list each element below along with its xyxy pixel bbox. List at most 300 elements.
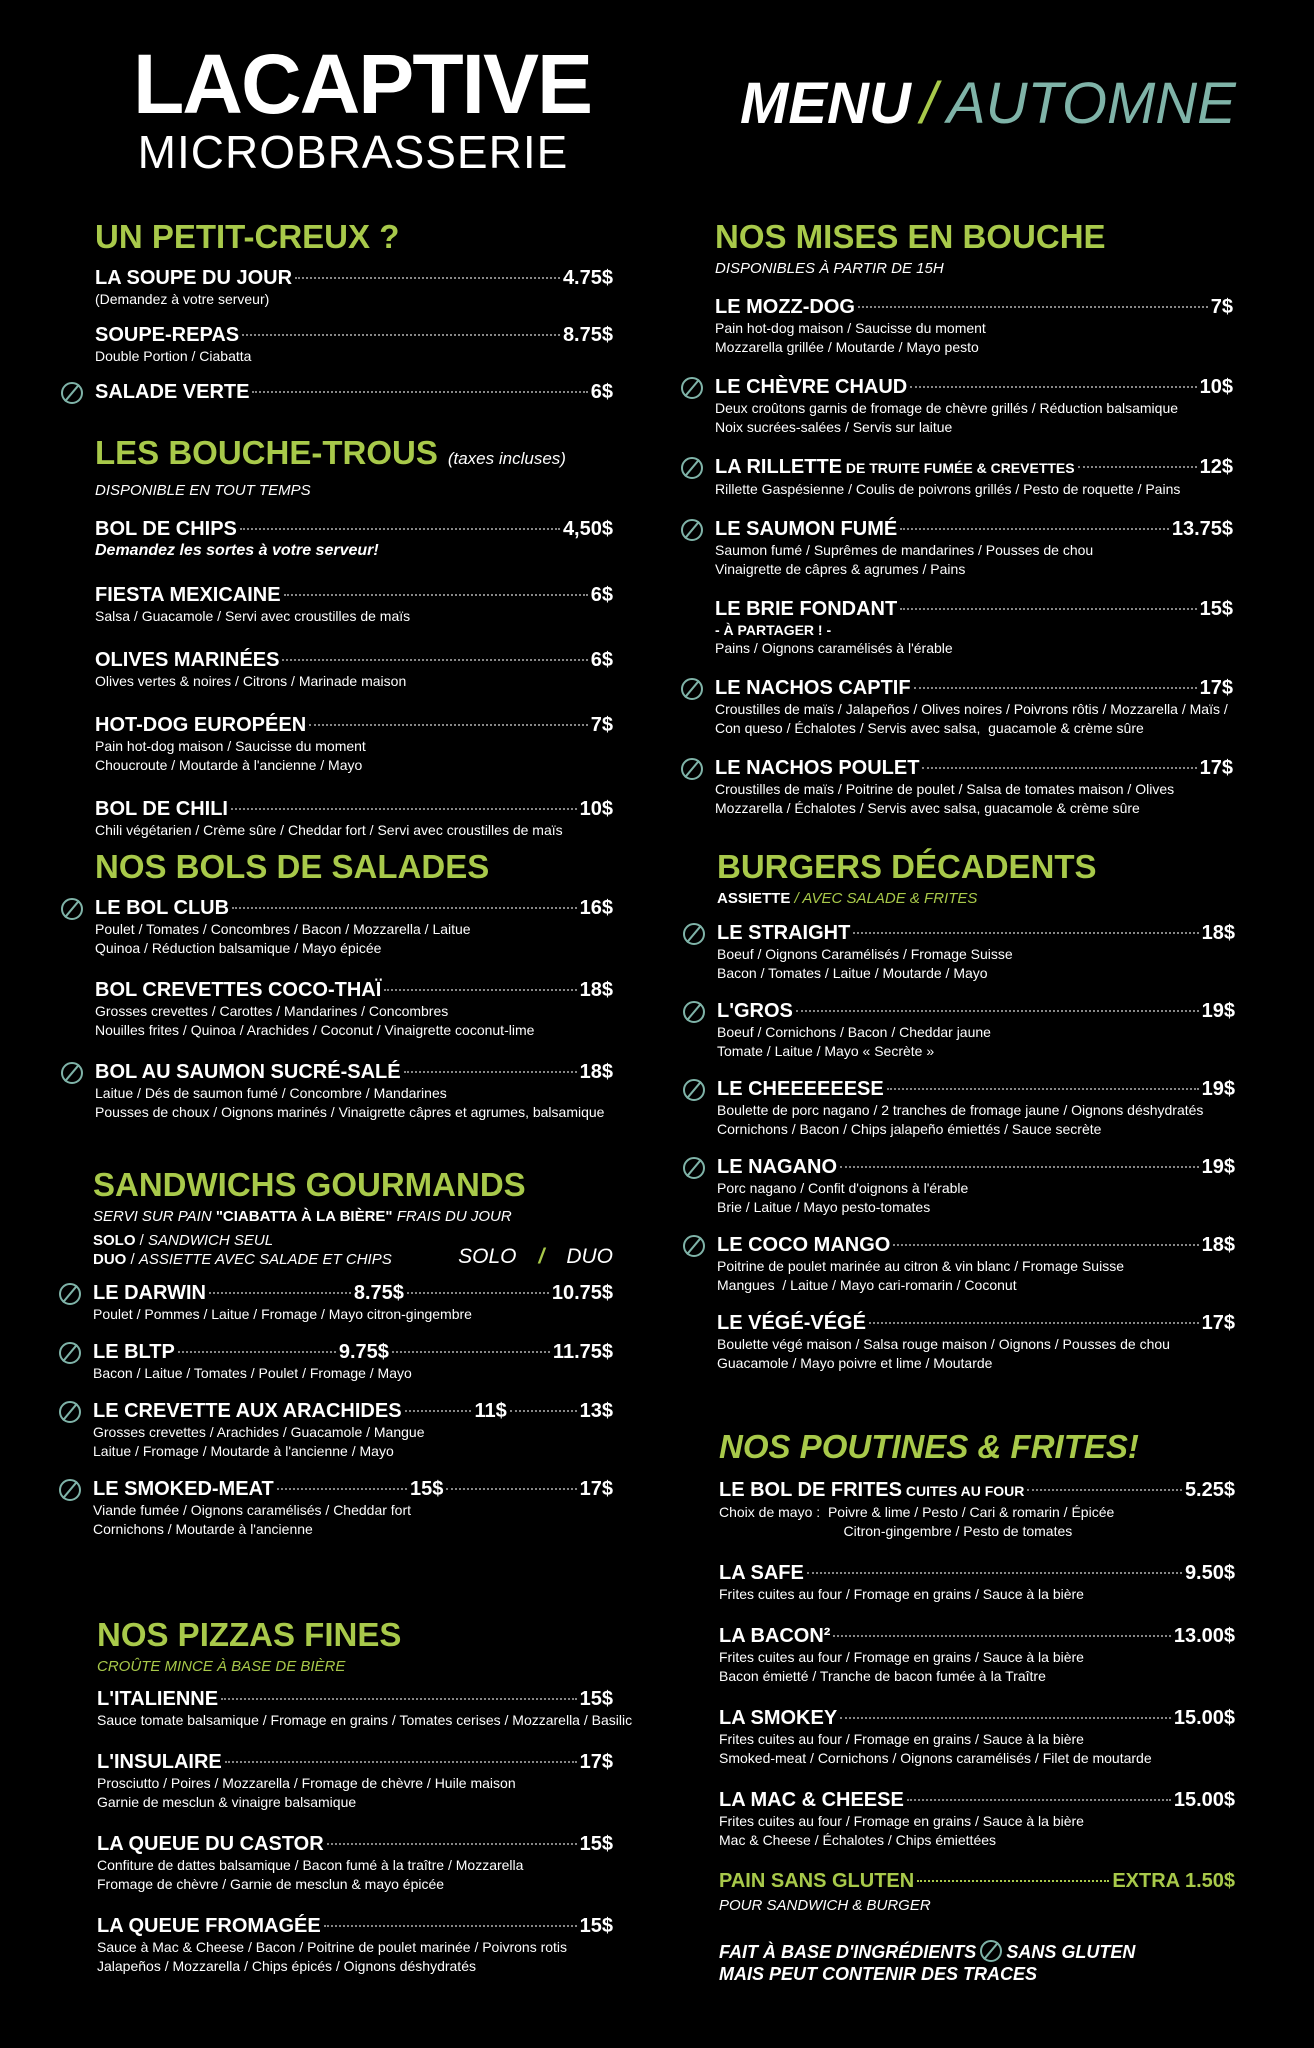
gluten-free-icon: [61, 382, 83, 404]
section-burgers: [717, 848, 1235, 1373]
gluten-free-icon: [59, 1342, 81, 1364]
note-part: FRAIS DU JOUR: [392, 1208, 512, 1225]
item-description: Quinoa / Réduction balsamique / Mayo épicée: [95, 940, 382, 956]
gluten-free-icon: [683, 1079, 705, 1101]
item-price: 17$: [579, 1751, 613, 1773]
item-row: [715, 517, 1233, 541]
item-name: LE SAUMON FUMÉ: [715, 518, 898, 540]
menu-item: [95, 380, 613, 404]
item-name: L'GROS: [717, 1000, 793, 1022]
item-row: [97, 1832, 613, 1856]
dot-leader: [209, 1292, 351, 1294]
menu-item: [715, 375, 1233, 437]
dot-leader: [277, 1488, 407, 1490]
section-mises-en-bouche: [715, 218, 1233, 818]
dot-leader: [240, 528, 560, 530]
item-row: [717, 1155, 1235, 1179]
item-row: [719, 1478, 1235, 1503]
gluten-free-icon: [59, 1479, 81, 1501]
price-solo: 8.75$: [353, 1282, 404, 1304]
item-description: Rillette Gaspésienne / Coulis de poivrons grillés / Pesto de roquette / Pains: [715, 481, 1181, 497]
item-price: 18$: [579, 979, 613, 1001]
item-description: Jalapeños / Mozzarella / Chips épicés / Oignons déshydratés: [97, 1958, 476, 1974]
item-description: Choucroute / Moutarde à l'ancienne / Mayo: [95, 757, 363, 773]
logo-sub: MICROBRASSERIE: [137, 126, 569, 178]
item-description: Bacon / Laitue / Tomates / Poulet / Fromage / Mayo: [93, 1365, 412, 1381]
item-description: Brie / Laitue / Mayo pesto-tomates: [717, 1199, 931, 1215]
item-name: LE BOL CLUB: [95, 897, 230, 919]
section-salades: [95, 848, 613, 1122]
item-row: [715, 676, 1233, 700]
item-description: Frites cuites au four / Fromage en grains / Sauce à la bière: [719, 1649, 1084, 1665]
item-price: 10$: [579, 798, 613, 820]
dot-leader: [914, 687, 1197, 689]
gluten-free-icon: [980, 1940, 1002, 1962]
item-name: LE BOL DE FRITES CUITES AU FOUR: [719, 1479, 1025, 1501]
item-row: [95, 713, 613, 737]
item-price: 16$: [579, 897, 613, 919]
item-row: [717, 921, 1235, 945]
menu-item: [97, 1832, 613, 1894]
item-row: [97, 1750, 613, 1774]
dot-leader: [900, 608, 1196, 610]
item-description: Guacamole / Mayo poivre et lime / Moutarde: [717, 1355, 993, 1371]
item-description: Mozzarella / Échalotes / Servis avec salsa, guacamole & crème sûre: [715, 800, 1140, 816]
menu-item: [717, 1155, 1235, 1217]
item-price: 15$: [579, 1688, 613, 1710]
menu-item: [715, 676, 1233, 738]
item-row: [97, 1687, 613, 1711]
menu-item: [95, 517, 613, 561]
item-description: Sauce à Mac & Cheese / Bacon / Poitrine de poulet marinée / Poivrons rotis: [97, 1939, 568, 1955]
disclaimer-part: SANS GLUTEN: [1006, 1942, 1136, 1962]
item-price: 12$: [1199, 456, 1233, 478]
dot-leader: [178, 1351, 336, 1353]
gluten-free-icon: [683, 1157, 705, 1179]
section-title: NOS MISES EN BOUCHE: [715, 218, 1106, 255]
dot-leader: [869, 1322, 1199, 1324]
item-description: Smoked-meat / Cornichons / Oignons caramélisés / Filet de moutarde: [719, 1750, 1152, 1766]
item-description: Double Portion / Ciabatta: [95, 348, 252, 364]
item-row: [717, 999, 1235, 1023]
dot-leader: [384, 989, 576, 991]
menu-item: [719, 1478, 1235, 1541]
item-description: Tomate / Laitue / Mayo « Secrète »: [717, 1043, 935, 1059]
item-name: LE CHÈVRE CHAUD: [715, 376, 908, 398]
menu-item: [715, 517, 1233, 579]
item-price: 17$: [1199, 677, 1233, 699]
logo-main: LACAPTIVE: [133, 37, 592, 131]
item-description: Mozzarella grillée / Moutarde / Mayo pesto: [715, 339, 979, 355]
item-description: Nouilles frites / Quinoa / Arachides / Coconut / Vinaigrette coconut-lime: [95, 1022, 535, 1038]
item-row: [95, 648, 613, 672]
price-columns: [458, 1245, 613, 1269]
item-row: [93, 1399, 613, 1423]
item-price: 13.00$: [1173, 1625, 1235, 1647]
menu-item: [95, 583, 613, 626]
item-row: [715, 597, 1233, 621]
item-description: Viande fumée / Oignons caramélisés / Cheddar fort: [93, 1502, 412, 1518]
item-description: Chili végétarien / Crème sûre / Cheddar fort / Servi avec croustilles de maïs: [95, 822, 563, 838]
gluten-note: POUR SANDWICH & BURGER: [719, 1897, 931, 1914]
dot-leader: [807, 1572, 1182, 1574]
duo-label: DUO: [93, 1251, 127, 1268]
price-duo: 10.75$: [551, 1282, 614, 1304]
menu-item: [95, 266, 613, 309]
item-description: Croustilles de maïs / Poitrine de poulet / Salsa de tomates maison / Olives: [715, 781, 1175, 797]
item-description: Boulette végé maison / Salsa rouge maison / Oignons / Pousses de chou: [717, 1336, 1170, 1352]
disclaimer-part: FAIT À BASE D'INGRÉDIENTS: [719, 1942, 977, 1962]
dot-leader: [405, 1410, 472, 1412]
dot-leader: [1027, 1489, 1182, 1491]
item-description: Olives vertes & noires / Citrons / Marinade maison: [95, 673, 407, 689]
note-bold: ASSIETTE: [717, 890, 791, 907]
item-price: 13.75$: [1171, 518, 1233, 540]
item-name: BOL DE CHILI: [95, 798, 228, 820]
section-petit-creux: [95, 218, 613, 404]
item-price: 15.00$: [1173, 1789, 1235, 1811]
item-name: LE DARWIN: [93, 1282, 206, 1304]
section-note: CROÛTE MINCE À BASE DE BIÈRE: [97, 1658, 346, 1675]
item-description: Garnie de mesclun & vinaigre balsamique: [97, 1794, 357, 1810]
price-solo: 15$: [410, 1478, 444, 1500]
item-row: [95, 517, 613, 541]
item-description: Salsa / Guacamole / Servi avec croustilles de maïs: [95, 608, 411, 624]
menu-item: [97, 1914, 613, 1976]
dot-leader: [853, 932, 1198, 934]
dot-leader: [242, 334, 560, 336]
item-row: [93, 1340, 613, 1364]
solo-label: SOLO: [93, 1232, 136, 1249]
dot-leader: [893, 1244, 1198, 1246]
item-price: 6$: [590, 649, 613, 671]
dot-leader: [392, 1351, 550, 1353]
item-price: 8.75$: [562, 324, 613, 346]
item-name: LE CHEEEEEESE: [717, 1078, 884, 1100]
item-description: Frites cuites au four / Fromage en grains / Sauce à la bière: [719, 1813, 1084, 1829]
item-row: [715, 756, 1233, 780]
section-title: BURGERS DÉCADENTS: [717, 848, 1097, 885]
section-title: UN PETIT-CREUX ?: [95, 218, 400, 255]
item-name: LA BACON²: [719, 1625, 831, 1647]
menu-item: [715, 295, 1233, 357]
solo-duo-legend: SOLO / SANDWICH SEUL DUO / ASSIETTE AVEC SALADE ET CHIPS: [93, 1232, 392, 1268]
dot-leader: [221, 1698, 577, 1700]
item-row: [95, 978, 613, 1002]
price-duo: 13$: [579, 1400, 613, 1422]
item-description: Cornichons / Moutarde à l'ancienne: [93, 1521, 313, 1537]
item-name: LE CREVETTE AUX ARACHIDES: [93, 1400, 402, 1422]
gluten-free-icon: [681, 678, 703, 700]
menu-item: [95, 713, 613, 775]
gluten-free-icon: [681, 758, 703, 780]
item-description: Deux croûtons garnis de fromage de chèvre grillés / Réduction balsamique: [715, 400, 1179, 416]
menu-item: [97, 1750, 613, 1812]
menu-item: [717, 1311, 1235, 1373]
item-row: [719, 1561, 1235, 1585]
gluten-disclaimer: [719, 1940, 1235, 1985]
item-row: [95, 583, 613, 607]
item-description: Pain hot-dog maison / Saucisse du moment: [715, 320, 986, 336]
item-price: 7$: [590, 714, 613, 736]
dot-leader: [1078, 466, 1197, 468]
price-duo: 17$: [579, 1478, 614, 1500]
dot-leader: [910, 386, 1196, 388]
menu-item: [719, 1788, 1235, 1850]
item-price: 18$: [1201, 1234, 1235, 1256]
section-title: NOS BOLS DE SALADES: [95, 848, 490, 885]
item-name: LA SMOKEY: [719, 1707, 838, 1729]
item-description: Bacon émietté / Tranche de bacon fumée à la Traître: [719, 1668, 1046, 1684]
gluten-free-icon: [683, 1001, 705, 1023]
dot-leader: [404, 1071, 577, 1073]
item-name: LE VÉGÉ-VÉGÉ: [717, 1312, 866, 1334]
item-row: [95, 323, 613, 347]
item-row: [715, 295, 1233, 319]
section-note: [717, 890, 1235, 907]
item-price: 18$: [1201, 922, 1235, 944]
item-price: 18$: [579, 1061, 613, 1083]
menu-item: [719, 1624, 1235, 1686]
item-description: Con queso / Échalotes / Servis avec salsa, guacamole & crème sûre: [715, 720, 1144, 736]
menu-item: [93, 1399, 613, 1461]
solo-desc: SANDWICH SEUL: [148, 1232, 274, 1249]
item-description: Frites cuites au four / Fromage en grains / Sauce à la bière: [719, 1731, 1084, 1747]
item-name-detail: DE TRUITE FUMÉE & CREVETTES: [842, 460, 1075, 476]
item-name: HOT-DOG EUROPÉEN: [95, 714, 307, 736]
item-name: LE STRAIGHT: [717, 922, 851, 944]
menu-item: [95, 797, 613, 840]
item-description: Mac & Cheese / Échalotes / Chips émiettées: [719, 1832, 997, 1848]
item-name: LA RILLETTE DE TRUITE FUMÉE & CREVETTES: [715, 456, 1075, 478]
gluten-free-icon: [681, 457, 703, 479]
dot-leader: [907, 1799, 1171, 1801]
item-name: OLIVES MARINÉES: [95, 649, 280, 671]
note-slash: /: [794, 890, 799, 907]
item-description: Sauce tomate balsamique / Fromage en grains / Tomates cerises / Mozzarella / Basilic: [97, 1712, 633, 1728]
item-description: Boeuf / Oignons Caramélisés / Fromage Suisse: [717, 946, 1013, 962]
item-description: Grosses crevettes / Carottes / Mandarines / Concombres: [95, 1003, 449, 1019]
solo-duo-header: [93, 1231, 613, 1269]
item-price: 9.50$: [1184, 1562, 1235, 1584]
dot-leader: [284, 594, 588, 596]
item-description: Confiture de dattes balsamique / Bacon fumé à la traître / Mozzarella: [97, 1857, 524, 1873]
menu-item: [97, 1687, 633, 1730]
tax-note: (taxes incluses): [447, 449, 566, 468]
item-description: Saumon fumé / Suprêmes de mandarines / Pousses de chou: [715, 542, 1094, 558]
item-price: 15$: [1199, 598, 1233, 620]
item-description: Grosses crevettes / Arachides / Guacamole / Mangue: [93, 1424, 425, 1440]
gluten-free-icon: [61, 898, 83, 920]
section-sandwichs: [93, 1166, 613, 1539]
col-solo: SOLO: [458, 1245, 517, 1268]
item-description: Boeuf / Cornichons / Bacon / Cheddar jaune: [717, 1024, 991, 1040]
section-footer: [719, 1870, 1235, 1985]
item-price: 15$: [579, 1833, 613, 1855]
dot-leader: [407, 1292, 549, 1294]
dot-leader: [309, 724, 588, 726]
item-name: LE NACHOS POULET: [715, 757, 920, 779]
menu-item: [715, 597, 1233, 658]
item-description: Porc nagano / Confit d'oignons à l'érable: [717, 1180, 969, 1196]
item-name: L'ITALIENNE: [97, 1688, 219, 1710]
item-description: Pain hot-dog maison / Saucisse du moment: [95, 738, 366, 754]
item-description: Frites cuites au four / Fromage en grains / Sauce à la bière: [719, 1586, 1084, 1602]
gluten-free-icon: [681, 377, 703, 399]
item-description: Pousses de choux / Oignons marinés / Vinaigrette câpres et agrumes, balsamique: [95, 1104, 605, 1120]
menu-item: [719, 1561, 1235, 1604]
menu-item: [717, 921, 1235, 983]
note-part: SERVI SUR PAIN: [93, 1208, 216, 1225]
item-name: LE MOZZ-DOG: [715, 296, 855, 318]
menu-item: [95, 1060, 613, 1122]
disclaimer-line2: MAIS PEUT CONTENIR DES TRACES: [719, 1964, 1038, 1984]
dot-leader: [833, 1635, 1170, 1637]
item-description: Poulet / Tomates / Concombres / Bacon / Mozzarella / Laitue: [95, 921, 471, 937]
section-note: DISPONIBLES À PARTIR DE 15H: [715, 260, 944, 277]
item-name: LA QUEUE DU CASTOR: [97, 1833, 324, 1855]
dot-leader: [887, 1088, 1199, 1090]
gluten-label: PAIN SANS GLUTEN: [719, 1870, 915, 1892]
item-name: LE COCO MANGO: [717, 1234, 891, 1256]
item-price: 4.75$: [562, 267, 613, 289]
dot-leader: [324, 1925, 577, 1927]
gluten-free-icon: [681, 519, 703, 541]
section-title: NOS POUTINES & FRITES!: [719, 1428, 1139, 1465]
gluten-free-icon: [683, 1235, 705, 1257]
item-row: [715, 375, 1233, 399]
dot-leader: [327, 1843, 577, 1845]
item-price: 5.25$: [1184, 1479, 1235, 1501]
item-description: Pains / Oignons caramélisés à l'érable: [715, 640, 953, 656]
item-row: [719, 1788, 1235, 1812]
item-description: Laitue / Fromage / Moutarde à l'ancienne / Mayo: [93, 1443, 394, 1459]
section-title: NOS PIZZAS FINES: [97, 1616, 402, 1653]
gluten-free-extra: [719, 1870, 1235, 1893]
dot-leader: [446, 1488, 576, 1490]
item-price: 4,50$: [562, 518, 613, 540]
menu-item: [93, 1340, 613, 1383]
section-title: [95, 434, 613, 478]
dot-leader: [917, 1880, 1109, 1882]
item-description: Vinaigrette de câpres & agrumes / Pains: [715, 561, 966, 577]
menu-item: [95, 896, 613, 958]
menu-item: [717, 1077, 1235, 1139]
menu-item: [717, 1233, 1235, 1295]
item-price: 10$: [1199, 376, 1233, 398]
item-row: [95, 266, 613, 290]
section-title-text: LES BOUCHE-TROUS: [95, 434, 438, 471]
item-description: Choix de mayo : Poivre & lime / Pesto / Cari & romarin / Épicée: [719, 1504, 1115, 1520]
note-rest: AVEC SALADE & FRITES: [802, 890, 978, 907]
item-description: Fromage de chèvre / Garnie de mesclun & mayo épicée: [97, 1876, 445, 1892]
gluten-free-icon: [683, 923, 705, 945]
gluten-free-icon: [59, 1283, 81, 1305]
item-description: Noix sucrées-salées / Servis sur laitue: [715, 419, 953, 435]
section-title: SANDWICHS GOURMANDS: [93, 1166, 526, 1203]
item-description: Boulette de porc nagano / 2 tranches de fromage jaune / Oignons déshydratés: [717, 1102, 1204, 1118]
menu-title: [740, 70, 1236, 137]
item-subtitle: - À PARTAGER ! -: [715, 622, 832, 638]
item-name: LE SMOKED-MEAT: [93, 1478, 274, 1500]
item-price: 17$: [1201, 1312, 1235, 1334]
price-solo: 11$: [474, 1400, 507, 1422]
dot-leader: [295, 277, 560, 279]
item-name: LA SAFE: [719, 1562, 804, 1584]
item-description: Croustilles de maïs / Jalapeños / Olives noires / Poivrons rôtis / Mozzarella / Maïs /: [715, 701, 1228, 717]
item-name: SOUPE-REPAS: [95, 324, 240, 346]
item-name: LE NACHOS CAPTIF: [715, 677, 911, 699]
item-price: 19$: [1201, 1156, 1235, 1178]
item-description: Bacon / Tomates / Laitue / Moutarde / Mayo: [717, 965, 988, 981]
item-description: Mangues / Laitue / Mayo cari-romarin / Coconut: [717, 1277, 1017, 1293]
item-row: [97, 1914, 613, 1938]
item-price: 19$: [1201, 1000, 1235, 1022]
section-note: [93, 1208, 613, 1225]
item-description: Poulet / Pommes / Laitue / Fromage / Mayo citron-gingembre: [93, 1306, 472, 1322]
item-description: Poitrine de poulet marinée au citron & vin blanc / Fromage Suisse: [717, 1258, 1124, 1274]
item-row: [719, 1706, 1235, 1730]
item-price: 6$: [590, 584, 613, 606]
dot-leader: [510, 1410, 577, 1412]
item-row: [717, 1233, 1235, 1257]
gluten-free-icon: [59, 1401, 81, 1423]
item-name: BOL CREVETTES COCO-THAÏ: [95, 979, 382, 1001]
menu-item: [95, 323, 613, 366]
dot-leader: [231, 808, 577, 810]
menu-item: [715, 455, 1233, 499]
item-price: 15.00$: [1173, 1707, 1235, 1729]
item-row: [95, 797, 613, 821]
item-name: SALADE VERTE: [95, 381, 250, 403]
season-label: AUTOMNE: [946, 71, 1236, 136]
item-name: FIESTA MEXICAINE: [95, 584, 281, 606]
item-description: Demandez les sortes à votre serveur!: [95, 542, 379, 559]
menu-label: MENU: [740, 71, 911, 136]
item-price: 15$: [579, 1915, 613, 1937]
duo-desc: ASSIETTE AVEC SALADE ET CHIPS: [138, 1251, 392, 1268]
col-duo: DUO: [566, 1245, 613, 1268]
dot-leader: [840, 1166, 1199, 1168]
gluten-price: EXTRA 1.50$: [1112, 1870, 1235, 1892]
gluten-free-icon: [61, 1062, 83, 1084]
item-name: BOL DE CHIPS: [95, 518, 237, 540]
menu-item: [717, 999, 1235, 1061]
item-name: BOL AU SAUMON SUCRÉ-SALÉ: [95, 1061, 401, 1083]
item-name: LA QUEUE FROMAGÉE: [97, 1915, 321, 1937]
item-name: LA SOUPE DU JOUR: [95, 267, 293, 289]
item-row: [95, 380, 613, 404]
item-name: LE BRIE FONDANT: [715, 598, 898, 620]
menu-item: [719, 1706, 1235, 1768]
menu-item: [95, 648, 613, 691]
item-row: [95, 1060, 613, 1084]
section-pizzas: [97, 1616, 633, 1976]
item-row: [717, 1077, 1235, 1101]
item-description: (Demandez à votre serveur): [95, 291, 270, 307]
menu-slash: /: [920, 71, 937, 136]
price-solo: 9.75$: [338, 1341, 389, 1363]
item-row: [719, 1624, 1235, 1648]
dot-leader: [252, 391, 587, 393]
dot-leader: [840, 1717, 1171, 1719]
item-price: 6$: [590, 381, 613, 403]
item-name: LE BLTP: [93, 1341, 175, 1363]
dot-leader: [232, 907, 577, 909]
dot-leader: [225, 1761, 577, 1763]
menu-item: [93, 1477, 613, 1539]
menu-item: [95, 978, 613, 1040]
